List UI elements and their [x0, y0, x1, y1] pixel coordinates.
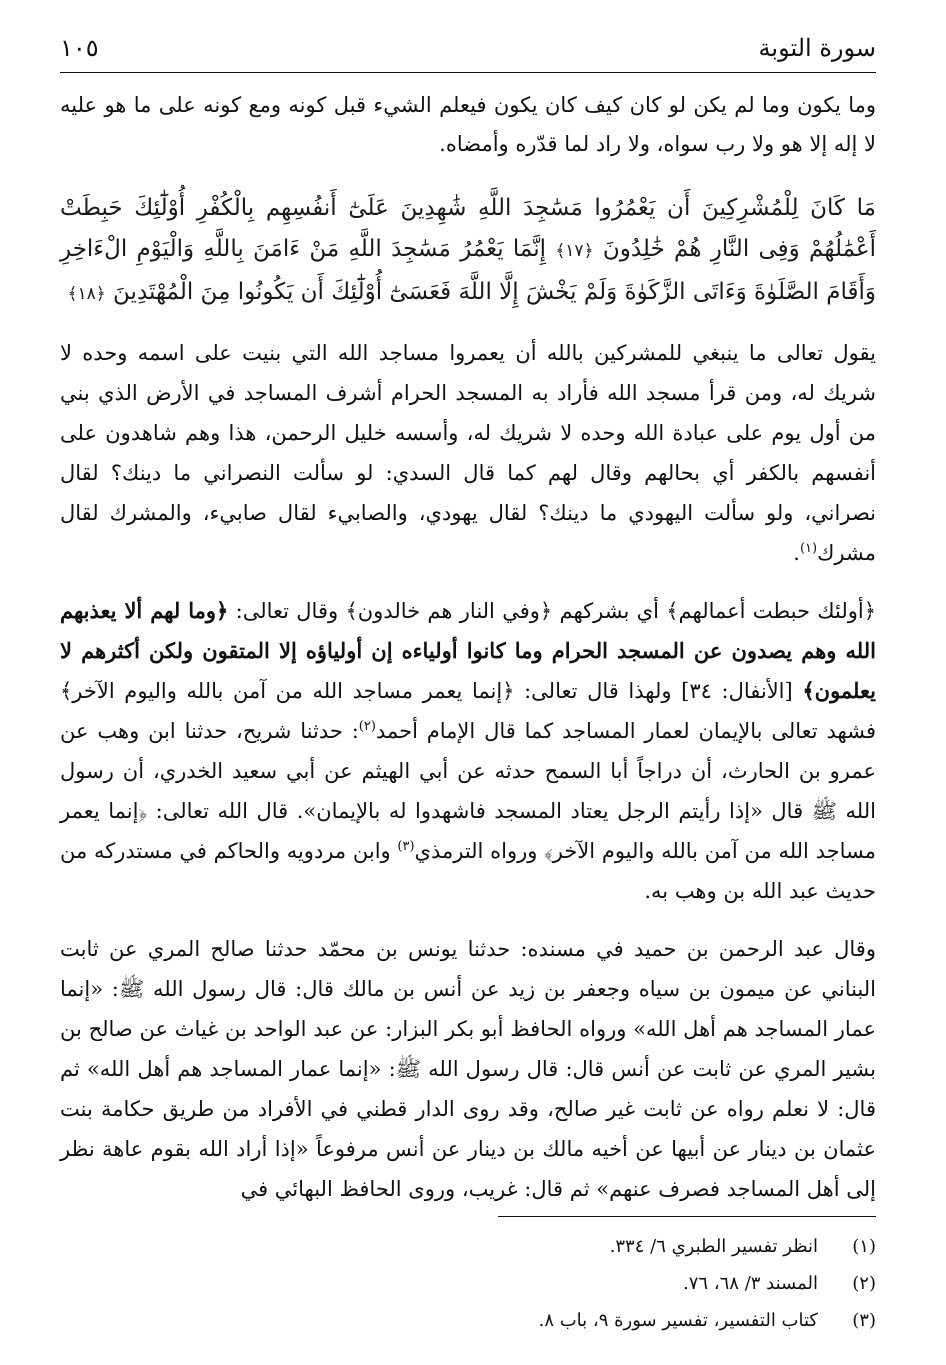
paragraph-1-end: .	[793, 541, 800, 565]
paragraph-2-text-b: [الأنفال: ٣٤] ولهذا قال تعالى: ﴿إنما يعمر مساجد الله من آمن بالله واليوم الآخر﴾ فشهد تعالى بالإيمان لعمار المساجد كما قال الإمام أحمد	[60, 679, 876, 743]
surah-title: سورة التوبة	[758, 34, 876, 62]
commentary-paragraph-3: وقال عبد الرحمن بن حميد في مسنده: حدثنا يونس بن محمّد حدثنا صالح المري عن ثابت البناني عن ميمون بن سياه وجعفر بن زيد عن أنس بن مالك قال: قال رسول الله ﷺ: «إنما عمار المساجد هم أهل الله» ورواه الحافظ أبو بكر البزار: عن عبد الواحد بن غياث عن صالح بن بشير المري عن ثابت عن أنس قال: قال رسول الله ﷺ: «إنما عمار المساجد هم أهل الله» ثم قال: لا نعلم رواه عن ثابت غير صالح، وقد روى الدار قطني في الأفراد من طريق حكامة بنت عثمان بن دينار عن أبيها عن أخيه مالك بن دينار عن أنس مرفوعاً «إذا أراد الله بقوم عاهة نظر إلى أهل المساجد فصرف عنهم» ثم قال: غريب، وروى الحافظ البهائي في	[60, 937, 876, 1201]
header-divider	[60, 72, 876, 73]
paragraph-2-text-d: وابن مردويه والحاكم في مستدركه من حديث عبد الله بن وهب به.	[60, 839, 876, 903]
page-header	[60, 28, 876, 68]
commentary-paragraph-2	[60, 591, 876, 911]
footnote-item	[300, 1265, 876, 1302]
intro-paragraph: وما يكون وما لم يكن لو كان كيف كان يكون فيعلم الشيء قبل كونه ومع كونه على ما هو عليه لا إله إلا هو ولا رب سواه، ولا راد لما قدّره وأمضاه.	[60, 93, 876, 156]
footnote-ref-2: (٢)	[358, 719, 376, 734]
quran-verse	[60, 188, 876, 315]
footnote-text: كتاب التفسير، تفسير سورة ٩، باب ٨.	[538, 1310, 818, 1331]
paragraph-1-text: يقول تعالى ما ينبغي للمشركين بالله أن يعمروا مساجد الله التي بنيت على اسمه وحده لا شريك له، ومن قرأ مسجد الله فأراد به المسجد الحرام أشرف المساجد في الأرض الذي بني من أول يوم على عبادة الله وحده لا شريك له، وأسسه خليل الرحمن، هذا وهم شاهدون على أنفسهم بالكفر أي بحالهم وقال لهم كما قال السدي: لو سألت النصراني ما دينك؟ لقال نصراني، ولو سألت اليهودي ما دينك؟ لقال يهودي، والصابيء لقال صابيء، والمشرك لقال مشرك	[60, 341, 876, 565]
paragraph-2-text-a: ﴿أولئك حبطت أعمالهم﴾ أي بشركهم ﴿وفي النار هم خالدون﴾ وقال تعالى:	[228, 599, 876, 623]
footnote-ref-3: (٣)	[397, 839, 415, 854]
footnote-number: (٢)	[852, 1273, 876, 1294]
page-number: ١٠٥	[60, 34, 99, 62]
footnote-item	[300, 1302, 876, 1339]
footnote-number: (٣)	[852, 1310, 876, 1331]
footnote-number: (١)	[852, 1236, 876, 1257]
footnote-text: انظر تفسير الطبري ٦/ ٣٣٤.	[609, 1236, 818, 1257]
verse-end-marker-17: ﴿١٧﴾	[555, 241, 594, 261]
footnote-ref-1: (١)	[799, 541, 818, 556]
paragraph-2-text-c: : حدثنا شريح، حدثنا ابن وهب عن عمرو بن الحارث، أن دراجاً أبا السمح حدثه عن أبي الهيثم عن أبي سعيد الخدري، أن رسول الله ﷺ قال «إذا رأيتم الرجل يعتاد المسجد فاشهدوا له بالإيمان». قال الله تعالى: ﴿إنما يعمر مساجد الله من آمن بالله واليوم الآخر﴾ ورواه الترمذي	[60, 719, 876, 863]
verse-text-18: إِنَّمَا يَعْمُرُ مَسَٰجِدَ اللَّهِ مَنْ ءَامَنَ بِاللَّهِ وَالْيَوْمِ الْءَاخِرِ وَأَقَامَ الصَّلَوٰةَ وَءَاتَى الزَّكَوٰةَ وَلَمْ يَخْشَ إِلَّا اللَّهَ فَعَسَىٰٓ أُوْلَٰٓئِكَ أَن يَكُونُوا مِنَ الْمُهْتَدِينَ	[60, 236, 876, 305]
footnote-text: المسند ٣/ ٦٨، ٧٦.	[683, 1273, 818, 1294]
quoted-verse-anfal: ﴿وما لهم ألا يعذبهم الله وهم يصدون عن المسجد الحرام وما كانوا أولياءه إن أولياؤه إلا المتقون ولكن أكثرهم لا يعلمون﴾	[60, 598, 876, 703]
footnote-divider	[498, 1216, 876, 1217]
footnote-item	[300, 1228, 876, 1265]
commentary-paragraph-1	[60, 333, 876, 573]
verse-end-marker-18: ﴿١٨﴾	[67, 284, 106, 304]
verse-text-17: مَا كَانَ لِلْمُشْرِكِينَ أَن يَعْمُرُوا مَسَٰجِدَ اللَّهِ شَٰهِدِينَ عَلَىٰٓ أَنفُسِهِم بِالْكُفْرِ أُوْلَٰٓئِكَ حَبِطَتْ أَعْمَٰلُهُمْ وَفِى النَّارِ هُمْ خَٰلِدُونَ	[60, 195, 876, 262]
page-body	[60, 86, 876, 1209]
footnotes	[300, 1228, 876, 1339]
